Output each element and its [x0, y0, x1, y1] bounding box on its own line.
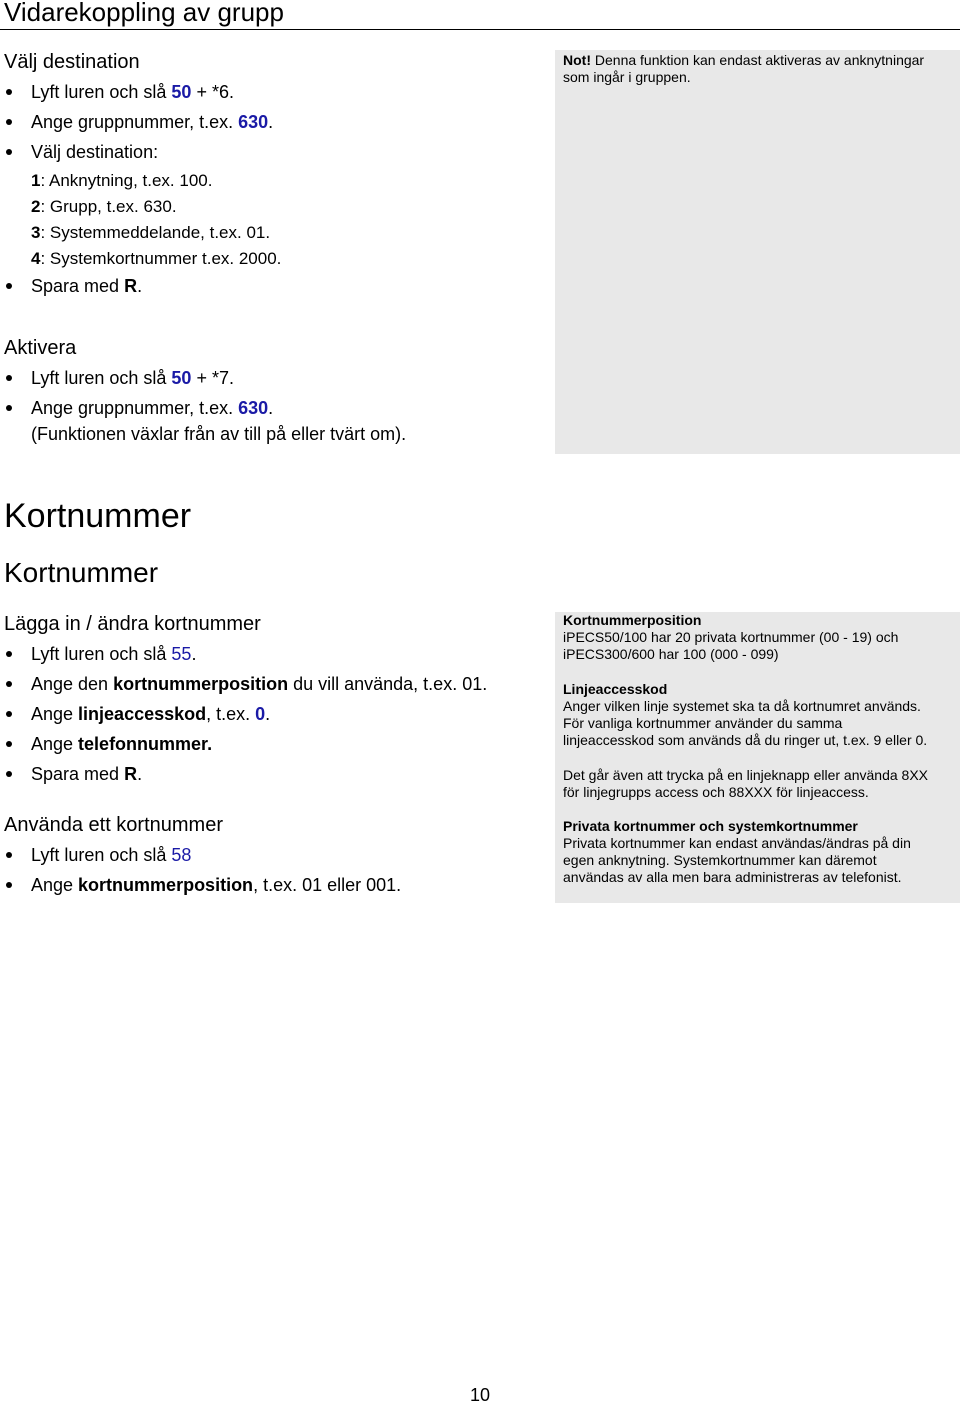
bullet-icon [6, 882, 12, 888]
list-item: Ange linjeaccesskod, t.ex. 0. [0, 701, 487, 731]
list-item: Lyft luren och slå 50 + *7. [0, 365, 406, 395]
list-item-continuation: (Funktionen växlar från av till på eller tvärt om). [31, 424, 407, 444]
lagga-in-steps [0, 641, 487, 791]
list-item: Lyft luren och slå 58 [0, 842, 401, 872]
aktivera-steps [0, 365, 406, 451]
info-heading: Kortnummerposition [563, 612, 702, 628]
title-rule [0, 29, 960, 30]
code-value: 630 [238, 398, 269, 418]
bullet-icon [6, 681, 12, 687]
bullet-icon [6, 711, 12, 717]
code-value: 58 [171, 845, 192, 865]
section-heading-anvanda: Använda ett kortnummer [4, 814, 223, 836]
list-item: Lyft luren och slå 55. [0, 641, 487, 671]
code-value: 55 [171, 644, 192, 664]
section-heading-aktivera: Aktivera [4, 337, 77, 359]
info-box: Kortnummerposition iPECS50/100 har 20 privata kortnummer (00 - 19) och iPECS300/600 har 100 (000 - 099) Linjeaccesskod Anger vilken linje systemet ska ta då kortnumret används. För vanliga kortnummer använder du samma linjeaccesskod som används då du ringer ut, t.ex. 9 eller 0. Det går även att trycka på en linjeknapp eller använda 8XX för linjegrupps access och 88XXX för linjeaccess. Privata kortnummer och systemkortnummer Privata kortnummer kan endast användas/ändras på din egen anknytning. Systemkortnummer kan däremot användas av alla men bara administreras av telefonist. [555, 612, 960, 903]
note-box [555, 50, 960, 454]
option-item: 2: Grupp, t.ex. 630. [31, 197, 177, 216]
list-item: Ange gruppnummer, t.ex. 630. [0, 109, 281, 139]
list-item: Spara med R. [0, 761, 487, 791]
valj-destination-steps [0, 79, 281, 303]
option-item: 1: Anknytning, t.ex. 100. [31, 171, 213, 190]
list-item: Ange den kortnummerposition du vill använda, t.ex. 01. [0, 671, 487, 701]
section-heading-lagga-in: Lägga in / ändra kortnummer [4, 613, 261, 635]
list-item: Ange kortnummerposition, t.ex. 01 eller 001. [0, 872, 401, 902]
code-value: 630 [238, 112, 269, 132]
list-item: Ange telefonnummer. [0, 731, 487, 761]
anvanda-steps [0, 842, 401, 902]
note-text: Denna funktion kan endast aktiveras av anknytningar som ingår i gruppen. [563, 52, 925, 85]
section-heading-valj-destination: Välj destination [4, 51, 140, 73]
key-label: R [124, 276, 138, 296]
page-number: 10 [469, 1385, 491, 1405]
option-item: 3: Systemmeddelande, t.ex. 01. [31, 223, 271, 242]
bullet-icon [6, 771, 12, 777]
bullet-icon [6, 283, 12, 289]
bullet-icon [6, 119, 12, 125]
list-item: Ange gruppnummer, t.ex. 630. [0, 395, 406, 421]
section-subtitle-kortnummer: Kortnummer [4, 557, 159, 588]
bullet-icon [6, 852, 12, 858]
bullet-icon [6, 149, 12, 155]
code-value: 50 [171, 82, 192, 102]
bullet-icon [6, 375, 12, 381]
list-item: Välj destination: [0, 139, 281, 169]
list-item: Spara med R. [0, 273, 281, 303]
bullet-icon [6, 405, 12, 411]
page-title: Vidarekoppling av grupp [4, 0, 284, 27]
list-item: Lyft luren och slå 50 + *6. [0, 79, 281, 109]
info-heading: Linjeaccesskod [563, 681, 668, 697]
key-label: R [124, 764, 138, 784]
bullet-icon [6, 89, 12, 95]
bullet-icon [6, 741, 12, 747]
bullet-icon [6, 651, 12, 657]
section-title-kortnummer: Kortnummer [4, 497, 192, 535]
code-value: 0 [255, 704, 266, 724]
code-value: 50 [171, 368, 192, 388]
info-heading: Privata kortnummer och systemkortnummer [563, 818, 858, 834]
option-item: 4: Systemkortnummer t.ex. 2000. [31, 249, 282, 268]
note-label: Not! [563, 52, 591, 68]
